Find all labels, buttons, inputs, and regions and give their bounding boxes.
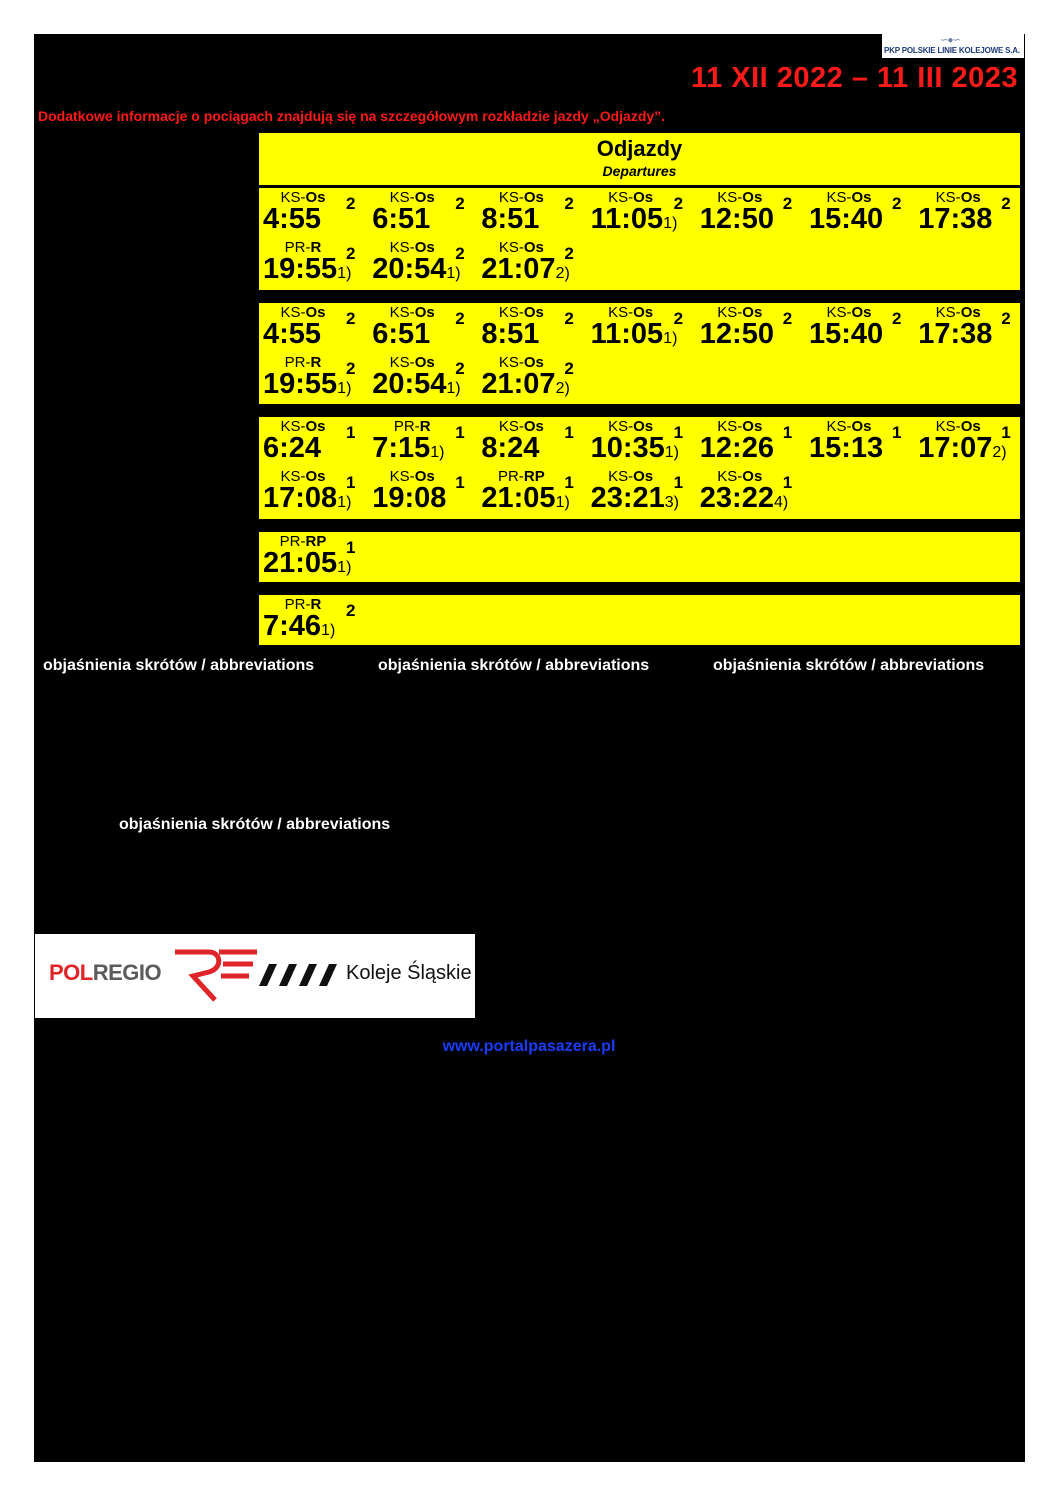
- koleje-slaskie-logo: Koleje Śląskie: [346, 962, 472, 984]
- departure-entry: [918, 189, 1027, 239]
- departure-entry: [481, 354, 590, 404]
- train-class: 2: [455, 359, 465, 378]
- train-class: 2: [892, 194, 902, 213]
- train-class: 2: [346, 359, 356, 378]
- departure-entry: [372, 239, 481, 289]
- departure-entry: [263, 418, 372, 468]
- footnote-marker: 1): [337, 265, 352, 282]
- train-class: 1: [346, 538, 356, 557]
- abbreviations-heading: objaśnienia skrótów / abbreviations: [119, 816, 391, 833]
- train-category: KS-Os: [389, 354, 435, 371]
- train-class: 2: [782, 194, 793, 213]
- train-class: 2: [1001, 309, 1011, 328]
- train-class: 1: [564, 423, 574, 442]
- departure-entry: [263, 239, 372, 289]
- departures-header: [258, 132, 1021, 186]
- departure-entry: [263, 596, 372, 646]
- departure-entry: [372, 468, 481, 518]
- departure-time: 23:213): [590, 482, 679, 514]
- departure-time: 11:051): [590, 318, 678, 350]
- train-class: 1: [673, 473, 684, 492]
- departure-time: 10:351): [590, 432, 679, 464]
- departure-time: 19:551): [263, 253, 352, 285]
- train-class: 1: [455, 473, 465, 492]
- departure-time: 21:051): [263, 547, 352, 579]
- departure-entry: [591, 304, 700, 354]
- train-class: 2: [1001, 194, 1011, 213]
- pkp-logo-text: PKP POLSKIE LINIE KOLEJOWE S.A.: [884, 46, 1020, 55]
- departure-entry: [481, 468, 590, 518]
- footnote-marker: 1): [337, 559, 352, 576]
- departures-section: [258, 302, 1021, 405]
- abbreviations-heading: objaśnienia skrótów / abbreviations: [378, 657, 650, 674]
- departure-entry: [700, 468, 809, 518]
- departure-time: 11:051): [590, 203, 678, 235]
- departure-time: 8:24: [481, 432, 540, 464]
- departure-time: 17:072): [918, 432, 1007, 464]
- footnote-marker: 2): [555, 265, 570, 282]
- departure-entry: [918, 304, 1027, 354]
- departure-time: 15:13: [809, 432, 884, 464]
- departures-section: [258, 416, 1021, 520]
- departure-time: 19:08: [372, 482, 447, 514]
- footnote-marker: 3): [664, 494, 679, 511]
- footnote-marker: 1): [663, 330, 678, 347]
- departure-entry: [809, 304, 918, 354]
- train-category: KS-Os: [389, 468, 435, 485]
- departures-section: [258, 531, 1021, 583]
- departures-section: [258, 187, 1021, 291]
- departure-entry: [700, 304, 809, 354]
- departure-time: 21:072): [481, 368, 570, 400]
- departure-entry: [372, 189, 481, 239]
- departure-entry: [263, 189, 372, 239]
- train-class: 1: [782, 423, 793, 442]
- departure-entry: [809, 189, 918, 239]
- train-category: KS-Os: [717, 304, 763, 321]
- info-note: Dodatkowe informacje o pociągach znajdują się na szczegółowym rozkładzie jazdy „Odjazdy”.: [38, 108, 666, 124]
- departure-time: 15:40: [809, 318, 884, 350]
- train-category: KS-Os: [826, 304, 872, 321]
- departure-entry: [372, 354, 481, 404]
- departure-time: 20:541): [372, 253, 461, 285]
- train-class: 2: [892, 309, 902, 328]
- footnote-marker: 1): [446, 380, 461, 397]
- footnote-marker: 1): [321, 622, 336, 639]
- train-class: 2: [346, 601, 356, 620]
- departure-entry: [591, 468, 700, 518]
- departures-section: [258, 594, 1021, 646]
- departure-time: 21:072): [481, 253, 570, 285]
- train-category: PR-R: [284, 239, 322, 256]
- departure-time: 8:51: [481, 318, 540, 350]
- train-class: 2: [455, 309, 465, 328]
- train-category: PR-RP: [279, 533, 327, 550]
- departure-entry: [372, 304, 481, 354]
- departure-time: 15:40: [809, 203, 884, 235]
- footnote-marker: 1): [337, 494, 352, 511]
- train-class: 1: [782, 473, 793, 492]
- polregio-logo: POLREGIO: [49, 960, 162, 985]
- train-category: KS-Os: [498, 354, 544, 371]
- departure-time: 12:26: [699, 432, 774, 464]
- departure-time: 21:051): [481, 482, 570, 514]
- departure-entry: [481, 418, 590, 468]
- train-category: PR-R: [284, 596, 322, 613]
- train-class: 2: [564, 194, 574, 213]
- departure-time: 20:541): [372, 368, 461, 400]
- train-category: KS-Os: [389, 304, 435, 321]
- footnote-marker: 1): [430, 444, 445, 461]
- departure-time: 8:51: [481, 203, 540, 235]
- train-class: 2: [782, 309, 793, 328]
- departure-time: 4:55: [263, 318, 322, 350]
- footnote-marker: 1): [663, 215, 678, 232]
- train-category: KS-Os: [498, 239, 544, 256]
- departure-time: 7:461): [263, 610, 336, 642]
- footnote-marker: 1): [555, 494, 570, 511]
- departure-entry: [700, 189, 809, 239]
- pkp-plk-logo: [882, 34, 1024, 58]
- train-category: KS-Os: [280, 304, 326, 321]
- departure-entry: [700, 418, 809, 468]
- departures-title: Odjazdy: [596, 136, 683, 161]
- departure-time: 12:50: [699, 203, 774, 235]
- koleje-slaskie-mark-icon: [257, 962, 343, 988]
- train-class: 2: [673, 194, 684, 213]
- departure-entry: [591, 418, 700, 468]
- train-class: 2: [346, 309, 356, 328]
- departure-time: 6:24: [263, 432, 322, 464]
- footnote-marker: 1): [337, 380, 352, 397]
- departure-time: 7:151): [372, 432, 445, 464]
- departure-entry: [372, 418, 481, 468]
- train-category: KS-Os: [717, 468, 763, 485]
- footnote-marker: 1): [664, 444, 679, 461]
- departure-entry: [918, 418, 1027, 468]
- train-class: 2: [455, 194, 465, 213]
- train-class: 1: [455, 423, 465, 442]
- departures-subtitle: Departures: [602, 163, 677, 179]
- train-category: PR-R: [284, 354, 322, 371]
- train-category: KS-Os: [608, 468, 654, 485]
- train-category: KS-Os: [826, 418, 872, 435]
- departure-time: 4:55: [263, 203, 322, 235]
- abbreviations-heading: objaśnienia skrótów / abbreviations: [713, 657, 985, 674]
- departure-entry: [591, 189, 700, 239]
- footnote-marker: 2): [992, 444, 1007, 461]
- abbreviations-heading: objaśnienia skrótów / abbreviations: [43, 657, 315, 674]
- train-class: 2: [455, 244, 465, 263]
- train-class: 2: [564, 359, 574, 378]
- portal-link[interactable]: www.portalpasazera.pl: [442, 1038, 616, 1055]
- departure-entry: [481, 189, 590, 239]
- train-class: 1: [673, 423, 684, 442]
- train-class: 2: [564, 309, 574, 328]
- train-category: KS-Os: [608, 304, 654, 321]
- train-category: KS-Os: [608, 189, 654, 206]
- train-category: KS-Os: [280, 418, 326, 435]
- train-class: 1: [892, 423, 902, 442]
- departure-entry: [481, 239, 590, 289]
- train-category: KS-Os: [280, 189, 326, 206]
- train-category: KS-Os: [717, 418, 763, 435]
- departure-entry: [263, 468, 372, 518]
- departure-entry: [263, 533, 372, 583]
- departure-time: 12:50: [699, 318, 774, 350]
- train-class: 2: [564, 244, 574, 263]
- train-category: KS-Os: [826, 189, 872, 206]
- train-category: KS-Os: [935, 304, 981, 321]
- departure-time: 17:081): [263, 482, 352, 514]
- train-category: KS-Os: [498, 418, 544, 435]
- train-category: PR-RP: [498, 468, 545, 485]
- train-class: 1: [346, 423, 356, 442]
- train-class: 1: [346, 473, 356, 492]
- departure-entry: [263, 304, 372, 354]
- polregio-mark-icon: [169, 946, 261, 1004]
- train-class: 2: [673, 309, 684, 328]
- train-category: KS-Os: [608, 418, 654, 435]
- train-category: KS-Os: [935, 418, 981, 435]
- train-category: KS-Os: [389, 239, 435, 256]
- departure-entry: [481, 304, 590, 354]
- train-category: KS-Os: [717, 189, 763, 206]
- departure-entry: [263, 354, 372, 404]
- train-category: KS-Os: [498, 189, 544, 206]
- train-category: KS-Os: [280, 468, 326, 485]
- departure-time: 19:551): [263, 368, 352, 400]
- train-class: 2: [346, 244, 356, 263]
- carrier-logos: [35, 934, 475, 1018]
- train-category: KS-Os: [935, 189, 981, 206]
- departure-entry: [809, 418, 918, 468]
- train-category: KS-Os: [389, 189, 435, 206]
- winged-wheel-icon: ∽●∽: [940, 35, 960, 46]
- train-class: 1: [1001, 423, 1011, 442]
- departure-time: 23:224): [699, 482, 789, 514]
- footnote-marker: 1): [446, 265, 461, 282]
- validity-period: 11 XII 2022 – 11 III 2023: [691, 62, 1018, 94]
- footnote-marker: 2): [555, 380, 570, 397]
- train-category: KS-Os: [498, 304, 544, 321]
- departure-time: 17:38: [918, 318, 993, 350]
- train-class: 2: [346, 194, 356, 213]
- train-class: 1: [564, 473, 574, 492]
- departure-time: 17:38: [918, 203, 993, 235]
- departure-time: 6:51: [372, 318, 431, 350]
- footnote-marker: 4): [773, 494, 789, 511]
- departure-time: 6:51: [372, 203, 431, 235]
- train-category: PR-R: [393, 418, 431, 435]
